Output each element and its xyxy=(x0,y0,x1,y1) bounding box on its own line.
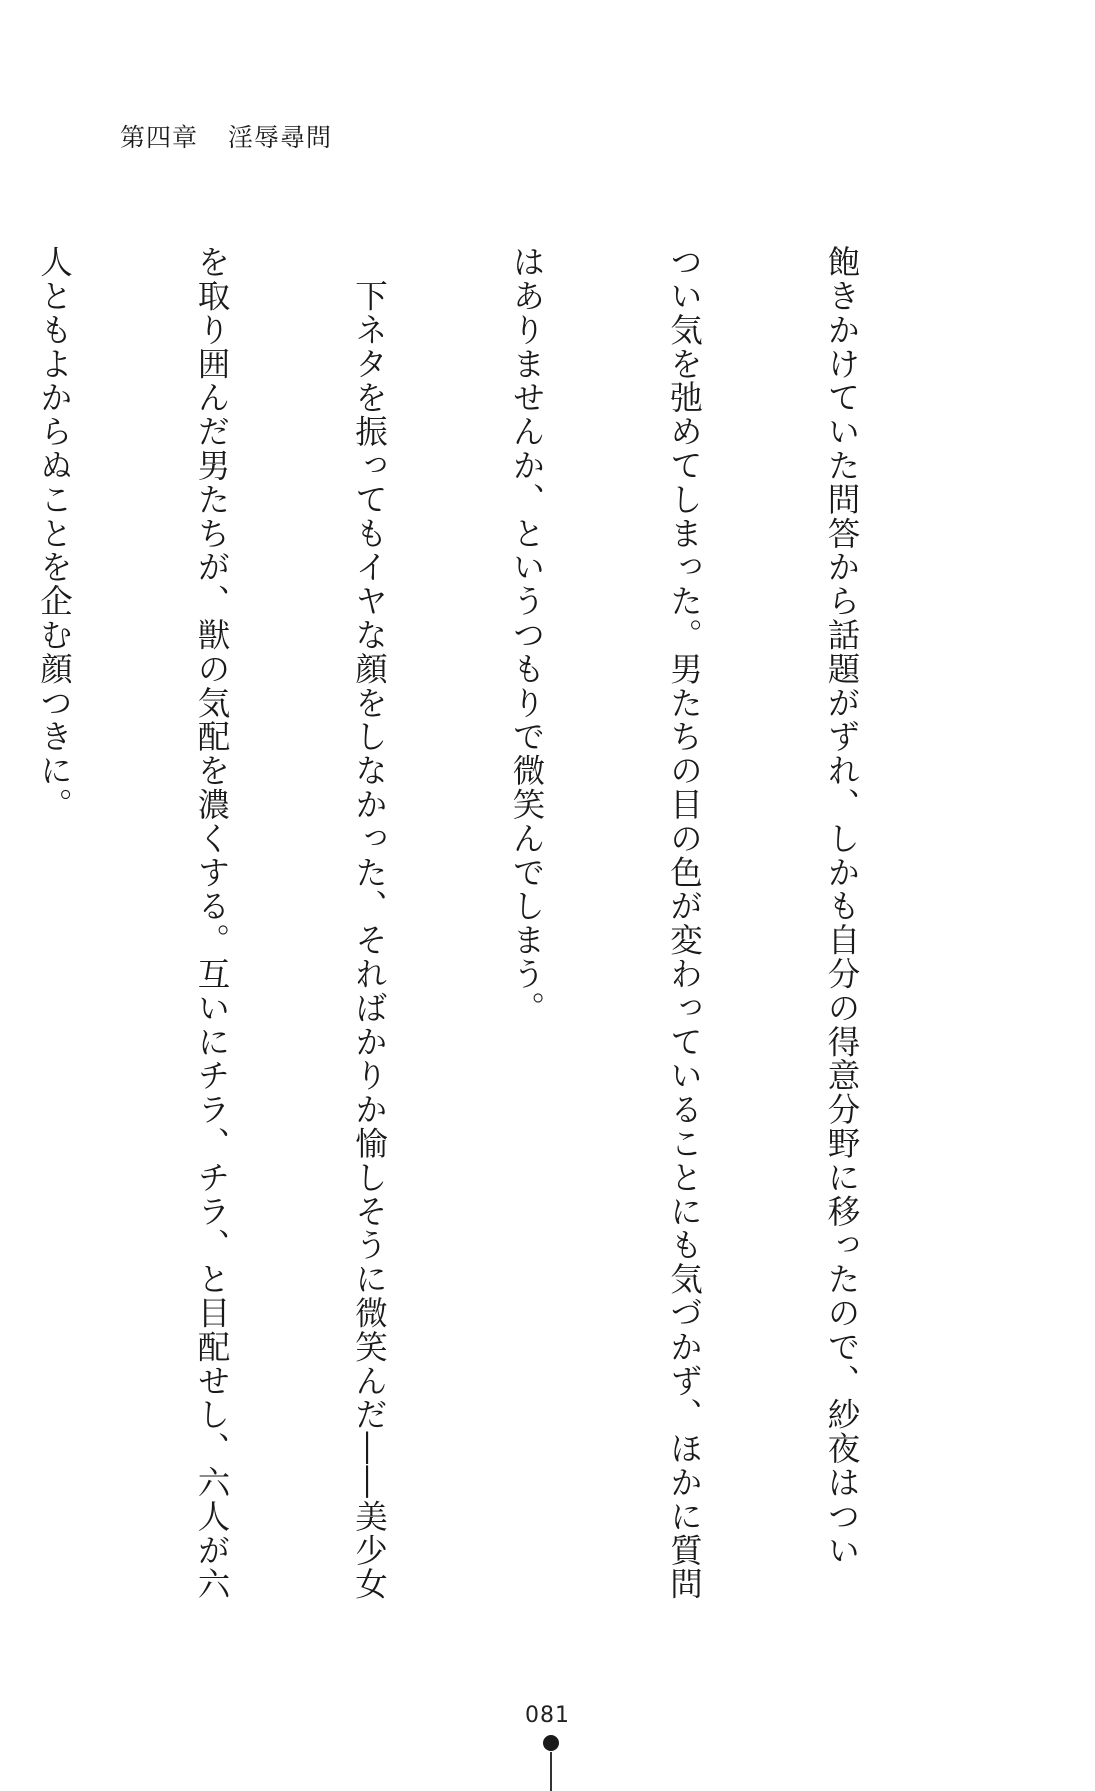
chapter-header xyxy=(120,118,332,154)
text-line: はありませんか、というつもりで微笑んでしまう。 xyxy=(508,245,546,1025)
body-text xyxy=(35,245,973,1601)
page-marker-dot xyxy=(543,1735,559,1751)
page-number: 081 xyxy=(525,1703,570,1728)
page-marker-rule xyxy=(550,1752,552,1791)
text-line: 人ともよからぬことを企む顔つきに。 xyxy=(35,245,74,822)
chapter-title: 淫辱尋問 xyxy=(228,123,333,152)
text-line: つい気を弛めてしまった。男たちの目の色が変わっていることにも気づかず、ほかに質問 xyxy=(665,245,704,1601)
chapter-number: 第四章 xyxy=(120,123,199,152)
text-line: を取り囲んだ男たちが、獣の気配を濃くする。互いにチラ、チラ、と目配せし、六人が六 xyxy=(193,245,231,1601)
text-line: 飽きかけていた問答から話題がずれ、しかも自分の得意分野に移ったので、紗夜はつい xyxy=(823,245,861,1568)
text-line: 下ネタを振ってもイヤな顔をしなかった、そればかりか愉しそうに微笑んだ――美少女 xyxy=(350,245,389,1601)
